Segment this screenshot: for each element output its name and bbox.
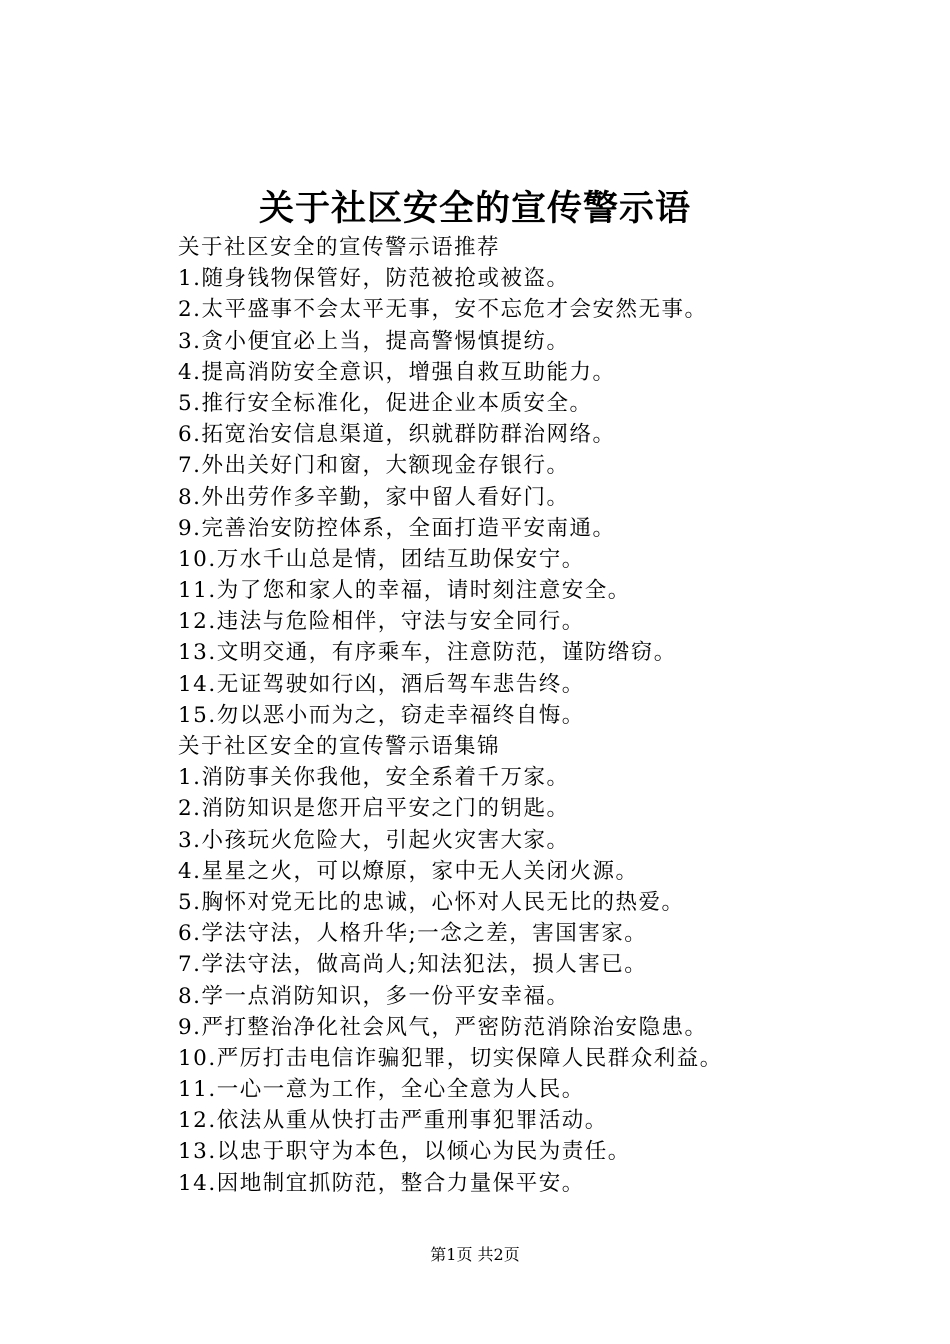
text-line: 12.违法与危险相伴，守法与安全同行。 — [178, 609, 585, 635]
text-line: 12.依法从重从快打击严重刑事犯罪活动。 — [178, 1108, 608, 1134]
text-line: 关于社区安全的宣传警示语集锦 — [178, 734, 501, 759]
text-line: 关于社区安全的宣传警示语推荐 — [178, 235, 501, 260]
text-line: 14.无证驾驶如行凶，酒后驾车悲告终。 — [178, 671, 585, 697]
text-line: 2.太平盛事不会太平无事，安不忘危才会安然无事。 — [178, 297, 708, 323]
text-line: 15.勿以恶小而为之，窃走幸福终自悔。 — [178, 702, 585, 728]
page-footer: 第1页 共2页 — [430, 1245, 520, 1264]
text-line: 10.严厉打击电信诈骗犯罪，切实保障人民群众利益。 — [178, 1045, 723, 1071]
text-line: 9.完善治安防控体系，全面打造平安南通。 — [178, 515, 616, 541]
text-line: 13.文明交通，有序乘车，注意防范，谨防绺窃。 — [178, 640, 677, 666]
text-line: 11.一心一意为工作，全心全意为人民。 — [178, 1077, 585, 1103]
text-line: 5.推行安全标准化，促进企业本质安全。 — [178, 390, 593, 416]
text-line: 9.严打整治净化社会风气，严密防范消除治安隐患。 — [178, 1014, 708, 1040]
text-line: 7.学法守法，做高尚人;知法犯法，损人害已。 — [178, 952, 648, 978]
text-line: 4.星星之火，可以燎原，家中无人关闭火源。 — [178, 858, 639, 884]
text-line: 1.随身钱物保管好，防范被抢或被盗。 — [178, 266, 570, 292]
text-line: 8.学一点消防知识，多一份平安幸福。 — [178, 983, 570, 1009]
text-line: 5.胸怀对党无比的忠诚，心怀对人民无比的热爱。 — [178, 889, 685, 915]
text-line: 8.外出劳作多辛勤，家中留人看好门。 — [178, 484, 570, 510]
text-line: 6.拓宽治安信息渠道，织就群防群治网络。 — [178, 422, 616, 448]
text-line: 10.万水千山总是情，团结互助保安宁。 — [178, 546, 585, 572]
text-line: 11.为了您和家人的幸福，请时刻注意安全。 — [178, 578, 631, 604]
text-line: 3.贪小便宜必上当，提高警惕慎提纺。 — [178, 328, 570, 354]
text-line: 3.小孩玩火危险大，引起火灾害大家。 — [178, 827, 570, 853]
text-line: 1.消防事关你我他，安全系着千万家。 — [178, 765, 570, 791]
text-line: 7.外出关好门和窗，大额现金存银行。 — [178, 453, 570, 479]
text-line: 13.以忠于职守为本色，以倾心为民为责任。 — [178, 1139, 631, 1165]
document-title: 关于社区安全的宣传警示语 — [258, 188, 691, 229]
text-line: 2.消防知识是您开启平安之门的钥匙。 — [178, 796, 570, 822]
text-line: 4.提高消防安全意识，增强自救互助能力。 — [178, 359, 616, 385]
document-body — [178, 232, 938, 1199]
text-line: 14.因地制宜抓防范，整合力量保平安。 — [178, 1170, 585, 1196]
text-line: 6.学法守法，人格升华;一念之差，害国害家。 — [178, 921, 648, 947]
